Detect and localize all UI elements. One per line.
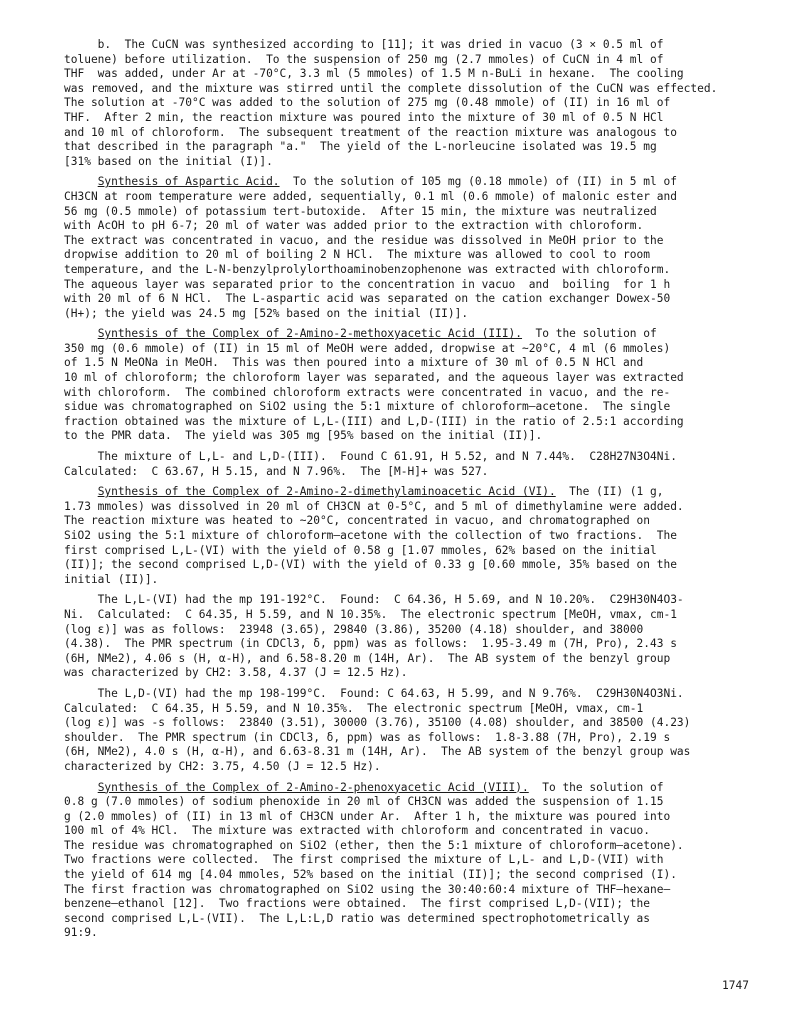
text-line: (6H, NMe2), 4.0 s (H, α-H), and 6.63-8.31 m (14H, Ar). The AB system of the benzyl group was	[64, 745, 691, 759]
text-line: the yield of 614 mg [4.04 mmoles, 52% based on the initial (II)]; the second comprised (I).	[64, 868, 677, 882]
page-number: 1747	[722, 979, 749, 992]
text-line: Synthesis of the Complex of 2-Amino-2-dimethylaminoacetic Acid (VI). The (II) (1 g,	[97, 485, 664, 499]
text-line: (H+); the yield was 24.5 mg [52% based on the initial (II)].	[64, 306, 469, 320]
text-line: The mixture of L,L- and L,D-(III). Found C 61.91, H 5.52, and N 7.44%. C28H27N3O4Ni.	[64, 450, 677, 464]
text-line: of 1.5 N MeONa in MeOH. This was then poured into a mixture of 30 ml of 0.5 N HCl and	[64, 356, 644, 370]
text-line: [31% based on the initial (I)].	[64, 154, 273, 168]
paper-body	[64, 38, 746, 941]
text-line: fraction obtained was the mixture of L,L-(III) and L,D-(III) in the ratio of 2.5:1 according	[64, 414, 684, 428]
text-line: 91:9.	[64, 926, 98, 940]
text-line: The extract was concentrated in vacuo, and the residue was dissolved in MeOH prior to the	[64, 233, 664, 247]
text-line: THF. After 2 min, the reaction mixture was poured into the mixture of 30 ml of 0.5 N HCl	[64, 110, 664, 124]
text-line: with chloroform. The combined chloroform extracts were concentrated in vacuo, and the re-	[64, 385, 671, 399]
text-line: with 20 ml of 6 N HCl. The L-aspartic acid was separated on the cation exchanger Dowex-50	[64, 292, 671, 306]
text-line: 10 ml of chloroform; the chloroform layer was separated, and the aqueous layer was extracted	[64, 371, 684, 385]
text-line: CH3CN at room temperature were added, sequentially, 0.1 ml (0.6 mmole) of malonic ester and	[64, 189, 677, 203]
text-line: The aqueous layer was separated prior to the concentration in vacuo and boiling for 1 h	[64, 277, 671, 291]
text-line: THF was added, under Ar at -70°C, 3.3 ml (5 mmoles) of 1.5 M n-BuLi in hexane. The cooling	[64, 67, 684, 81]
text-line: Synthesis of the Complex of 2-Amino-2-methoxyacetic Acid (III). To the solution of	[97, 327, 657, 341]
text-line: The L,D-(VI) had the mp 198-199°C. Found: C 64.63, H 5.99, and N 9.76%. C29H30N4O3Ni.	[64, 686, 684, 700]
paragraph	[64, 781, 746, 942]
paragraph	[64, 450, 746, 479]
text-line: first comprised L,L-(VI) with the yield of 0.58 g [1.07 mmoles, 62% based on the initial	[64, 543, 657, 557]
text-line: Two fractions were collected. The first comprised the mixture of L,L- and L,D-(VII) with	[64, 853, 664, 867]
section-heading: Synthesis of the Complex of 2-Amino-2-dimethylaminoacetic Acid (VI).	[97, 485, 556, 499]
text-line: (4.38). The PMR spectrum (in CDCl3, δ, ppm) was as follows: 1.95-3.49 m (7H, Pro), 2.43 s	[64, 637, 677, 651]
text-line: Synthesis of Aspartic Acid. To the solution of 105 mg (0.18 mmole) of (II) in 5 ml of	[97, 175, 677, 189]
text-line: and 10 ml of chloroform. The subsequent treatment of the reaction mixture was analogous to	[64, 125, 677, 139]
paragraph	[64, 38, 746, 169]
text-line: The L,L-(VI) had the mp 191-192°C. Found: C 64.36, H 5.69, and N 10.20%. C29H30N4O3-	[64, 593, 684, 607]
text-line: (6H, NMe2), 4.06 s (H, α-H), and 6.58-8.20 m (14H, Ar). The AB system of the benzyl group	[64, 651, 671, 665]
text-line: 1.73 mmoles) was dissolved in 20 ml of CH3CN at 0-5°C, and 5 ml of dimethylamine were added.	[64, 499, 684, 513]
paragraph	[64, 327, 746, 444]
text-line: was characterized by CH2: 3.58, 4.37 (J = 12.5 Hz).	[64, 666, 408, 680]
text-line: initial (II)].	[64, 572, 159, 586]
text-line: Synthesis of the Complex of 2-Amino-2-phenoxyacetic Acid (VIII). To the solution of	[97, 780, 664, 794]
text-line: Calculated: C 64.35, H 5.59, and N 10.35%. The electronic spectrum [MeOH, vmax, cm-1	[64, 701, 644, 715]
text-line: benzene—ethanol [12]. Two fractions were obtained. The first comprised L,D-(VII); the	[64, 897, 650, 911]
text-line: that described in the paragraph "a." The yield of the L-norleucine isolated was 19.5 mg	[64, 140, 657, 154]
text-line: second comprised L,L-(VII). The L,L:L,D ratio was determined spectrophotometrically as	[64, 911, 650, 925]
section-heading: Synthesis of the Complex of 2-Amino-2-methoxyacetic Acid (III).	[97, 327, 523, 341]
text-line: toluene) before utilization. To the suspension of 250 mg (2.7 mmoles) of CuCN in 4 ml of	[64, 52, 664, 66]
text-line: to the PMR data. The yield was 305 mg [95% based on the initial (II)].	[64, 429, 543, 443]
text-line: 56 mg (0.5 mmole) of potassium tert-butoxide. After 15 min, the mixture was neutralized	[64, 204, 657, 218]
text-line: Ni. Calculated: C 64.35, H 5.59, and N 10.35%. The electronic spectrum [MeOH, vmax, cm-1	[64, 607, 677, 621]
text-line: was removed, and the mixture was stirred until the complete dissolution of the CuCN was effected.	[64, 81, 718, 95]
text-line: (II)]; the second comprised L,D-(VI) with the yield of 0.33 g [0.60 mmole, 35% based on the	[64, 558, 677, 572]
text-line: 0.8 g (7.0 mmoles) of sodium phenoxide in 20 ml of CH3CN was added the suspension of 1.15	[64, 795, 664, 809]
text-line: sidue was chromatographed on SiO2 using the 5:1 mixture of chloroform—acetone. The single	[64, 400, 671, 414]
text-line: dropwise addition to 20 ml of boiling 2 N HCl. The mixture was allowed to cool to room	[64, 248, 650, 262]
paragraph	[64, 687, 746, 775]
text-line: The first fraction was chromatographed on SiO2 using the 30:40:60:4 mixture of THF—hexane—	[64, 882, 671, 896]
text-line: 350 mg (0.6 mmole) of (II) in 15 ml of MeOH were added, dropwise at ~20°C, 4 ml (6 mmoles)	[64, 341, 671, 355]
text-line: SiO2 using the 5:1 mixture of chloroform—acetone with the collection of two fractions. The	[64, 529, 677, 542]
text-line: temperature, and the L-N-benzylprolylorthoaminobenzophenone was extracted with chloroform.	[64, 262, 671, 276]
text-line: 100 ml of 4% HCl. The mixture was extracted with chloroform and concentrated in vacuo.	[64, 824, 650, 838]
text-line: with AcOH to pH 6-7; 20 ml of water was added prior to the extraction with chloroform.	[64, 219, 644, 233]
text-line: b. The CuCN was synthesized according to [11]; it was dried in vacuo (3 × 0.5 ml of	[64, 38, 664, 51]
paragraph	[64, 485, 746, 587]
text-line: g (2.0 mmoles) of (II) in 13 ml of CH3CN under Ar. After 1 h, the mixture was poured into	[64, 809, 671, 823]
text-line: (log ε)] was as follows: 23948 (3.65), 29840 (3.86), 35200 (4.18) shoulder, and 38000	[64, 622, 644, 636]
text-line: (log ε)] was -s follows: 23840 (3.51), 30000 (3.76), 35100 (4.08) shoulder, and 38500 (4.23)	[64, 716, 691, 730]
paragraph	[64, 593, 746, 681]
text-line: The solution at -70°C was added to the solution of 275 mg (0.48 mmole) of (II) in 16 ml of	[64, 96, 671, 110]
text-line: The reaction mixture was heated to ~20°C, concentrated in vacuo, and chromatographed on	[64, 514, 650, 528]
text-line: characterized by CH2: 3.75, 4.50 (J = 12.5 Hz).	[64, 759, 381, 773]
text-line: Calculated: C 63.67, H 5.15, and N 7.96%. The [M-H]+ was 527.	[64, 464, 489, 478]
text-line: The residue was chromatographed on SiO2 (ether, then the 5:1 mixture of chloroform—acetone).	[64, 838, 684, 852]
section-heading: Synthesis of Aspartic Acid.	[97, 175, 280, 189]
text-line: shoulder. The PMR spectrum (in CDCl3, δ, ppm) was as follows: 1.8-3.88 (7H, Pro), 2.19 s	[64, 730, 671, 744]
section-heading: Synthesis of the Complex of 2-Amino-2-phenoxyacetic Acid (VIII).	[97, 780, 529, 794]
paragraph	[64, 175, 746, 321]
